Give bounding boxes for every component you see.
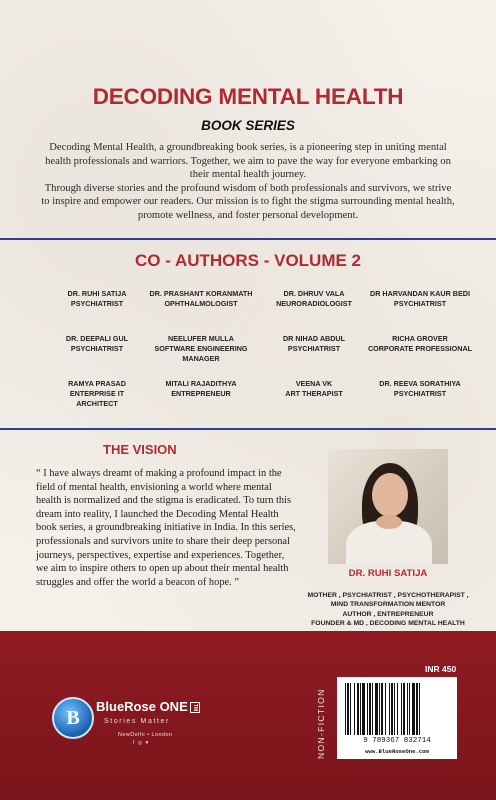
vision-quote: “ I have always dreamt of making a profound impact in the field of mental health, envisioning a world where mental health is normalized and the stigma is eradicated. To turn this dream into reality, I launched the Decoding Mental Health book series, a groundbreaking initiative in India. In this series, professionals and survivors unite to share their deep personal journeys, perspectives, expertise and experiences. Together, we aim to inspire others to open up about their mental health struggles and offer the world a beacon of hope. ”: [36, 468, 296, 588]
coauthor-name: NEELUFER MULLA: [168, 334, 234, 343]
coauthor-name: DR. DHRUV VALA: [283, 289, 345, 298]
publisher-website: www.BlueRoseOne.com: [365, 748, 429, 755]
bio-line: FOUNDER & MD , DECODING MENTAL HEALTH: [311, 619, 465, 627]
coauthor-role: ENTREPRENEUR: [171, 389, 231, 398]
photo-hand: [376, 515, 402, 529]
coauthor-name: DR NIHAD ABDUL: [282, 334, 346, 343]
coauthor-name: RAMYA PRASAD: [68, 379, 126, 388]
coauthor-name: DR HARVANDAN KAUR BEDI: [370, 289, 470, 298]
coauthor-role: PSYCHIATRIST: [287, 344, 341, 353]
publisher-footer: [0, 631, 496, 800]
coauthor-item: [264, 379, 364, 424]
coauthor-name: RICHA GROVER: [392, 334, 448, 343]
publisher-cities: NewDelhi • London: [118, 732, 173, 738]
bluerose-logo-icon: [52, 697, 94, 739]
vision-heading: THE VISION: [103, 442, 177, 457]
coauthor-role: PSYCHIATRIST: [70, 344, 124, 353]
trademark-mark: TM: [191, 703, 198, 712]
coauthor-item: [138, 289, 264, 334]
coauthor-role: PSYCHIATRIST: [393, 299, 447, 308]
publisher-brand-text: BlueRose ONE: [96, 699, 188, 714]
coauthor-role: ENTERPRISE IT ARCHITECT: [69, 389, 125, 408]
barcode-bars: [345, 683, 449, 735]
social-icons: f ◎ ♥: [133, 740, 150, 746]
coauthor-item: [364, 334, 476, 379]
publisher-brand: [96, 699, 200, 714]
coauthor-item: [364, 379, 476, 424]
genre-label: NON-FICTION: [316, 688, 326, 760]
coauthor-item: [56, 334, 138, 379]
coauthor-name: DR. REEVA SORATHIYA: [379, 379, 461, 388]
coauthor-item: [138, 334, 264, 379]
coauthor-name: MITALI RAJADITHYA: [165, 379, 237, 388]
barcode: [337, 677, 457, 759]
coauthor-name: DR. RUHI SATIJA: [67, 289, 127, 298]
coauthor-role: NEURORADIOLOGIST: [276, 299, 352, 308]
series-title: DECODING MENTAL HEALTH: [92, 84, 404, 109]
series-subtitle: BOOK SERIES: [201, 118, 295, 133]
coauthor-role: PSYCHIATRIST: [70, 299, 124, 308]
series-intro: [40, 141, 456, 223]
coauthor-role: CORPORATE PROFESSIONAL: [367, 344, 473, 353]
publisher-tagline: Stories Matter: [104, 718, 170, 725]
author-name: DR. RUHI SATIJA: [348, 568, 428, 579]
bio-line: MIND TRANSFORMATION MENTOR: [330, 601, 446, 609]
intro-paragraph-1: Decoding Mental Health, a groundbreaking book series, is a pioneering step in uniting mental health professionals and warriors. Together, we aim to pave the way for everyone embarking on their mental health journey.: [45, 142, 451, 181]
coauthors-heading: CO - AUTHORS - VOLUME 2: [134, 251, 362, 270]
coauthor-role: OPHTHALMOLOGIST: [164, 299, 238, 308]
price-label: INR 450: [425, 664, 457, 674]
coauthor-item: [364, 289, 476, 334]
coauthor-item: [264, 334, 364, 379]
photo-face: [372, 473, 408, 517]
barcode-stripe: [420, 683, 421, 735]
coauthor-item: [56, 379, 138, 424]
coauthor-role: PSYCHIATRIST: [393, 389, 447, 398]
coauthor-role: ART THERAPIST: [285, 389, 343, 398]
isbn-number: 9 789367 832714: [363, 737, 431, 745]
bio-line: AUTHOR , ENTREPRENEUR: [342, 610, 434, 618]
coauthors-grid: [56, 289, 476, 424]
author-bio: [296, 591, 480, 628]
coauthor-item: [138, 379, 264, 424]
coauthor-name: DR. DEEPALI GUL: [65, 334, 129, 343]
coauthor-item: [264, 289, 364, 334]
coauthor-item: [56, 289, 138, 334]
divider-top: [0, 238, 496, 240]
coauthor-name: VEENA VK: [295, 379, 333, 388]
author-photo: [328, 449, 448, 564]
divider-bottom: [0, 428, 496, 430]
logo-letter: B: [66, 707, 80, 729]
coauthor-name: DR. PRASHANT KORANMATH: [149, 289, 253, 298]
bio-line: MOTHER , PSYCHIATRIST , PSYCHOTHERAPIST ,: [307, 592, 469, 599]
intro-paragraph-2: Through diverse stories and the profound wisdom of both professionals and survivors, we strive to inspire and empower our readers. Our mission is to fight the stigma surrounding mental health, promote wellness, and foster personal development.: [41, 182, 455, 221]
coauthor-role: SOFTWARE ENGINEERING MANAGER: [154, 344, 248, 363]
